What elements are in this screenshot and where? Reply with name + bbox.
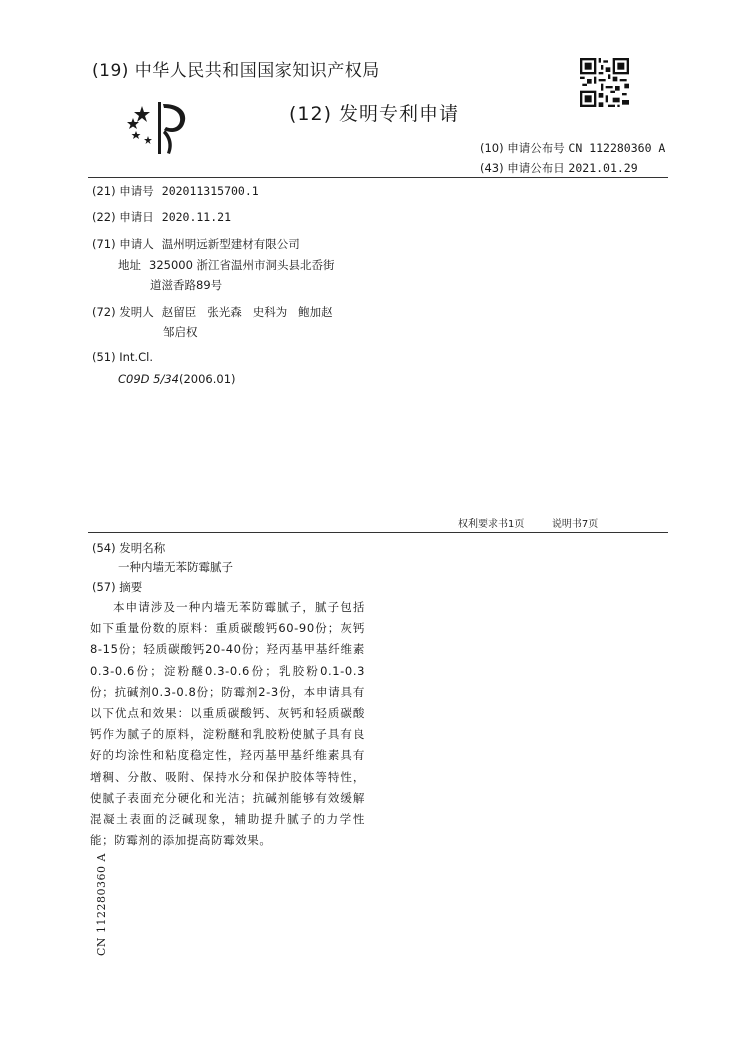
- publication-date: [480, 160, 638, 176]
- application-date: [92, 209, 231, 225]
- int-cl-class: C09D 5/34: [118, 372, 179, 386]
- patent-office-name: (19) 中华人民共和国国家知识产权局: [92, 61, 380, 81]
- side-publication-number: CN 112280360 A: [94, 853, 108, 956]
- publication-number-value: CN 112280360 A: [568, 141, 666, 155]
- publication-date-value: 2021.01.29: [568, 161, 638, 175]
- application-date-value: 2020.11.21: [161, 210, 232, 224]
- applicant: [92, 236, 300, 252]
- address-line-1: 325000 浙江省温州市洞头县北岙街: [149, 258, 335, 272]
- patent-office-logo: [124, 100, 196, 156]
- int-cl-version: (2006.01): [179, 372, 236, 386]
- application-date-label: (22) 申请日: [92, 210, 154, 224]
- abstract-label: (57) 摘要: [92, 580, 143, 594]
- application-number-label: (21) 申请号: [92, 184, 154, 198]
- invention-title-label: (54) 发明名称: [92, 541, 166, 555]
- page-count-info: 权利要求书1页 说明书7页: [458, 519, 599, 530]
- invention-title: 一种内墙无苯防霉腻子: [118, 560, 233, 574]
- inventors-line-1: 赵留臣 张光森 史科为 鲍加赵: [161, 305, 333, 319]
- int-cl-classification: [118, 372, 236, 386]
- application-number-value: 202011315700.1: [161, 184, 259, 198]
- publication-number-label: (10) 申请公布号: [480, 141, 565, 155]
- inventors-label: (72) 发明人: [92, 305, 154, 319]
- abstract-text: 本申请涉及一种内墙无苯防霉腻子，腻子包括如下重量份数的原料：重质碳酸钙60-90份；灰钙8-15份；轻质碳酸钙20-40份；羟丙基甲基纤维素0.3-0.6份；淀粉醚0.3-0.6份；乳胶粉0.1-0.3份；抗碱剂0.3-0.8份；防霉剂2-3份，本申请具有以下优点和效果：以重质碳酸钙、灰钙和轻质碳酸钙作为腻子的原料，淀粉醚和乳胶粉使腻子具有良好的均涂性和粘度稳定性，羟丙基甲基纤维素具有增稠、分散、吸附、保持水分和保护胶体等特性，使腻子表面充分硬化和光洁；抗碱剂能够有效缓解混凝土表面的泛碱现象，辅助提升腻子的力学性能；防霉剂的添加提高防霉效果。: [90, 600, 365, 848]
- abstract-divider: [88, 532, 668, 533]
- document-type: (12) 发明专利申请: [289, 103, 460, 125]
- address-label: 地址: [118, 258, 141, 272]
- inventors-line-2: 邹启权: [163, 325, 198, 339]
- publication-number: [480, 140, 665, 156]
- int-cl-label: (51) Int.Cl.: [92, 350, 153, 364]
- address-line-2: 道滋香路89号: [150, 278, 223, 292]
- header-divider: [88, 177, 668, 178]
- address: [118, 257, 335, 273]
- application-number: [92, 183, 259, 199]
- publication-date-label: (43) 申请公布日: [480, 161, 565, 175]
- applicant-value: 温州明远新型建材有限公司: [161, 237, 300, 251]
- inventors: [92, 304, 333, 320]
- qr-code: [580, 58, 629, 107]
- applicant-label: (71) 申请人: [92, 237, 154, 251]
